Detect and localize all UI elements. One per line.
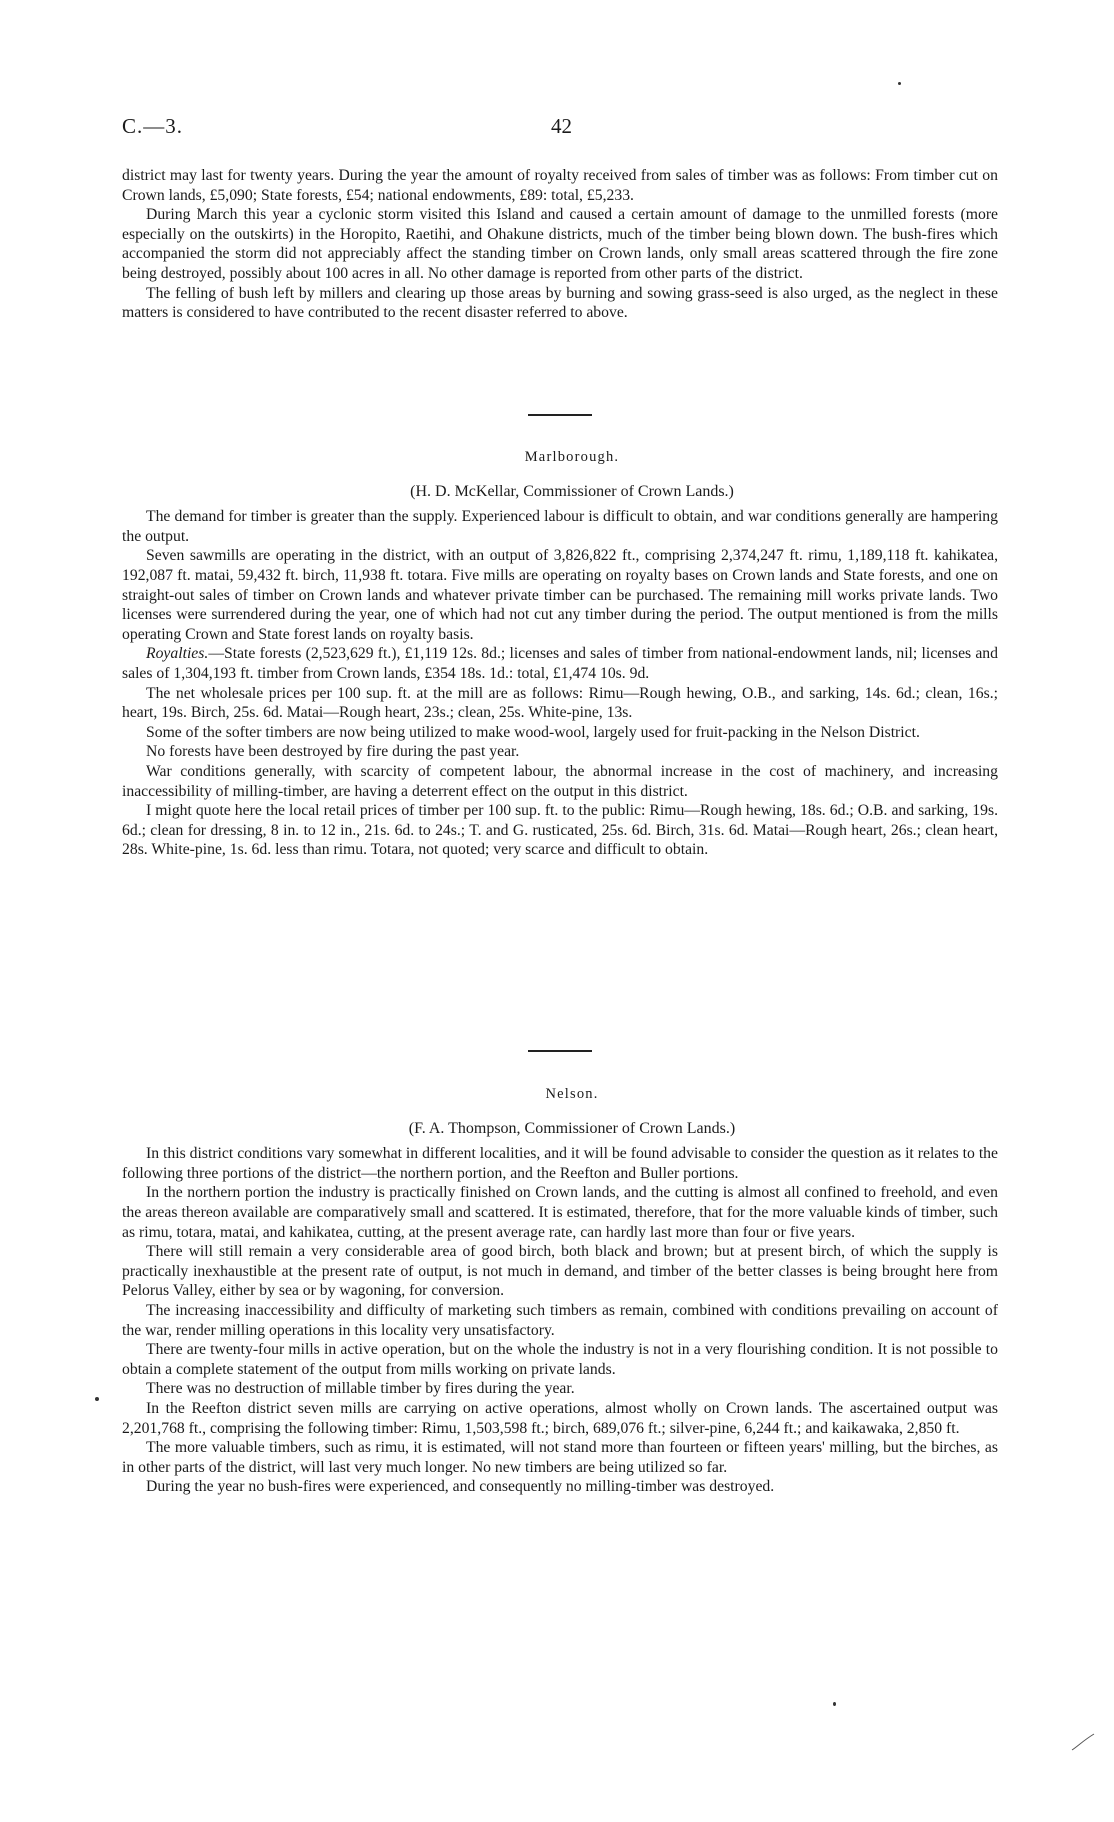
nelson-paragraph-5: There are twenty-four mills in active operation, but on the whole the industry is not in a very flourishing condition. It is not possible to obtain a complete statement of the output from mills working on private lands.: [122, 1341, 998, 1378]
nelson-paragraph-2: In the northern portion the industry is practically finished on Crown lands, and the cutting is almost all confined to freehold, and even the areas thereon available are comparatively small and scattered. It is estimated, therefore, that for the more valuable kinds of timber, such as rimu, totara, matai, and kahikatea, cutting, at the present average rate, can hardly last more than four or five years.: [122, 1184, 998, 1241]
section-divider-2-wrap: [122, 1050, 998, 1052]
scan-speck: [95, 1397, 99, 1401]
marlborough-section: [122, 448, 998, 860]
nelson-section: [122, 1085, 998, 1497]
marlborough-paragraph-2: Seven sawmills are operating in the district, with an output of 3,826,822 ft., comprising 2,374,247 ft. rimu, 1,189,118 ft. kahikatea, 192,087 ft. matai, 59,432 ft. birch, 11,938 ft. totara. Five mills are operating on royalty bases on Crown lands and State forests, and one on straight-out sales of timber on Crown lands and whatever private timber can be purchased. The remaining mill works private lands. Two licenses were surrendered during the year, one of which had not cut any timber during the period. The output mentioned is from the mills operating Crown and State forest lands on royalty basis.: [122, 547, 998, 643]
marlborough-royalties-paragraph: [122, 644, 998, 683]
nelson-paragraph-4: The increasing inaccessibility and difficulty of marketing such timbers as remain, combined with conditions prevailing on account of the war, render milling operations in this locality very unsatisfactory.: [122, 1301, 998, 1339]
marlborough-paragraph-5: Some of the softer timbers are now being utilized to make wood-wool, largely used for fruit-packing in the Nelson District.: [146, 723, 920, 741]
intro-section: [122, 166, 998, 323]
nelson-paragraph-6: There was no destruction of millable timber by fires during the year.: [146, 1380, 575, 1398]
section-title-nelson: Nelson.: [545, 1086, 599, 1102]
section-title-marlborough: Marlborough.: [524, 449, 620, 465]
marlborough-paragraph-7: War conditions generally, with scarcity of competent labour, the abnormal increase in the cost of machinery, and increasing inaccessibility of milling-timber, are having a deterrent effect on the output in this district.: [122, 762, 998, 800]
commissioner-line-nelson: (F. A. Thompson, Commissioner of Crown Lands.): [408, 1119, 736, 1137]
royalties-label: Royalties.: [146, 645, 209, 663]
section-divider: [528, 1050, 592, 1052]
marlborough-paragraph-4: The net wholesale prices per 100 sup. ft. at the mill are as follows: Rimu—Rough hewing, O.B., and sarking, 14s. 6d.; clean, 16s.; heart, 19s. Birch, 25s. 6d. Matai—Rough heart, 23s.; clean, 25s. White-pine, 13s.: [122, 684, 998, 722]
nelson-paragraph-8: The more valuable timbers, such as rimu, it is estimated, will not stand more than fourteen or fifteen years' milling, but the birches, as in other parts of the district, will last very much longer. No new timbers are being utilized so far.: [122, 1439, 998, 1476]
royalties-text: —State forests (2,523,629 ft.), £1,119 12s. 8d.; licenses and sales of timber from national-endowment lands, nil; licenses and sales of 1,304,193 ft. timber from Crown lands, £354 18s. 1d.: total, £1,474 10s. 9d.: [122, 645, 998, 682]
nelson-paragraph-1: In this district conditions vary somewhat in different localities, and it will be found advisable to consider the question as it relates to the following three portions of the district—the northern portion, and the Reefton and Buller portions.: [122, 1145, 998, 1182]
nelson-paragraph-3: There will still remain a very considerable area of good birch, both black and brown; but at present birch, of which the supply is practically inexhaustible at the present rate of output, is not much in demand, and timber of the better classes is being brought here from Pelorus Valley, either by sea or by wagoning, for conversion.: [122, 1243, 998, 1300]
intro-paragraph-3: The felling of bush left by millers and clearing up those areas by burning and sowing grass-seed is also urged, as the neglect in these matters is considered to have contributed to the recent disaster referred to above.: [122, 284, 998, 322]
marlborough-paragraph-8: I might quote here the local retail prices of timber per 100 sup. ft. to the public: Rimu—Rough hewing, 18s. 6d.; O.B. and sarking, 19s. 6d.; clean for dressing, 8 in. to 12 in., 21s. 6d. to 24s.; T. and G. rusticated, 25s. 6d. Birch, 31s. 6d. Matai—Rough heart, 26s.; clean heart, 28s. White-pine, 1s. 6d. less than rimu. Totara, not quoted; very scarce and difficult to obtain.: [122, 802, 998, 859]
page-number: 42: [551, 114, 572, 138]
marlborough-paragraph-6: No forests have been destroyed by fire during the past year.: [146, 743, 520, 761]
commissioner-line-marlborough: (H. D. McKellar, Commissioner of Crown Lands.): [410, 482, 734, 500]
section-divider: [528, 414, 592, 416]
nelson-paragraph-9: During the year no bush-fires were experienced, and consequently no milling-timber was destroyed.: [146, 1478, 775, 1496]
marlborough-paragraph-1: The demand for timber is greater than the supply. Experienced labour is difficult to obtain, and war conditions generally are hampering the output.: [122, 508, 998, 545]
intro-paragraph-2: During March this year a cyclonic storm visited this Island and caused a certain amount of damage to the unmilled forests (more especially on the outskirts) in the Horopito, Raetihi, and Ohakune districts, much of the timber being blown down. The bush-fires which accompanied the storm did not appreciably affect the standing timber on Crown lands, only small areas scattered through the fire zone being destroyed, possibly about 100 acres in all. No other damage is reported from other parts of the district.: [122, 206, 998, 282]
section-divider-1-wrap: [122, 414, 998, 416]
intro-paragraph-1: district may last for twenty years. During the year the amount of royalty received from sales of timber was as follows: From timber cut on Crown lands, £5,090; State forests, £54; national endowments, £89: total, £5,233.: [122, 167, 998, 204]
document-code: C.—3.: [122, 114, 184, 138]
pencil-mark: [1070, 1732, 1096, 1752]
nelson-paragraph-7: In the Reefton district seven mills are carrying on active operations, almost wholly on Crown lands. The ascertained output was 2,201,768 ft., comprising the following timber: Rimu, 1,503,598 ft.; birch, 689,076 ft.; silver-pine, 6,244 ft.; and kaikawaka, 2,850 ft.: [122, 1399, 998, 1437]
scan-speck: [898, 82, 901, 85]
scan-speck: [833, 1702, 836, 1706]
